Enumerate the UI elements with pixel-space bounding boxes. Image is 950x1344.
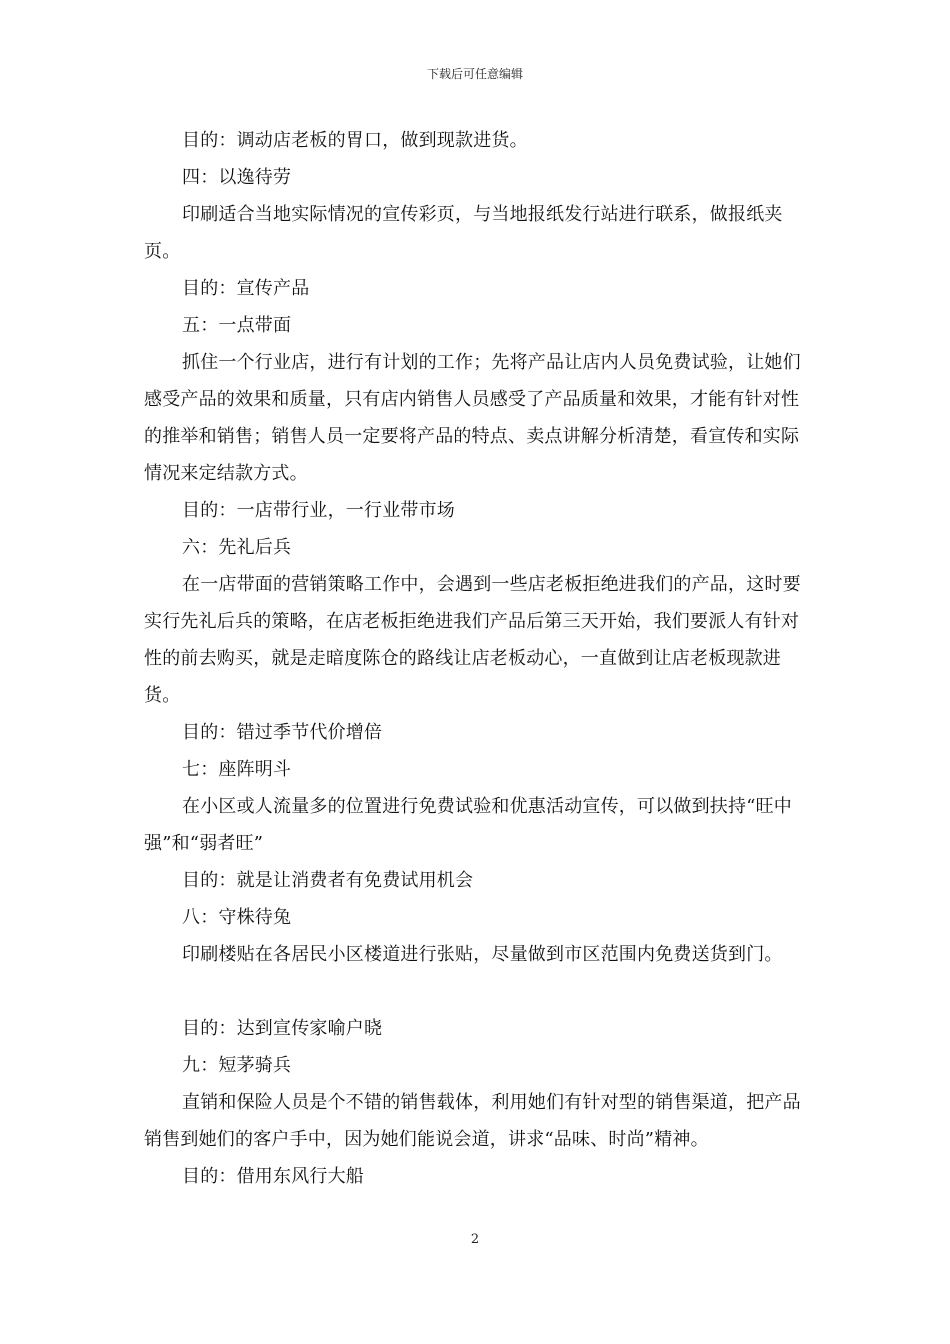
section-heading-7: 七：座阵明斗 (182, 759, 292, 780)
section-heading-5: 五：一点带面 (182, 315, 292, 336)
document-body (144, 122, 808, 1195)
section-heading-6: 六：先礼后兵 (182, 537, 292, 558)
paragraph-purpose-7: 目的：就是让消费者有免费试用机会 (182, 870, 474, 891)
section-heading-4: 四：以逸待劳 (182, 167, 292, 188)
paragraph-body-8: 印刷楼贴在各居民小区楼道进行张贴，尽量做到市区范围内免费送货到门。 (182, 944, 783, 965)
paragraph-body-7: 在小区或人流量多的位置进行免费试验和优惠活动宣传，可以做到扶持“旺中强”和“弱者旺” (144, 796, 792, 854)
paragraph-body-9: 直销和保险人员是个不错的销售载体，利用她们有针对型的销售渠道，把产品销售到她们的客户手中，因为她们能说会道，讲求“品味、时尚”精神。 (144, 1092, 801, 1150)
paragraph-purpose-9: 目的：借用东风行大船 (182, 1166, 364, 1187)
paragraph-body-4: 印刷适合当地实际情况的宣传彩页，与当地报纸发行站进行联系，做报纸夹页。 (144, 204, 783, 262)
page-number: 2 (470, 1232, 480, 1247)
paragraph-purpose-3: 目的：调动店老板的胃口，做到现款进货。 (182, 130, 528, 151)
paragraph-spacer (144, 973, 808, 1010)
section-heading-8: 八：守株待兔 (182, 907, 292, 928)
paragraph-purpose-4: 目的：宣传产品 (182, 278, 310, 299)
paragraph-body-6: 在一店带面的营销策略工作中，会遇到一些店老板拒绝进我们的产品，这时要实行先礼后兵的策略，在店老板拒绝进我们产品后第三天开始，我们要派人有针对性的前去购买，就是走暗度陈仓的路线让店老板动心，一直做到让店老板现款进货。 (144, 574, 801, 706)
section-heading-9: 九：短茅骑兵 (182, 1055, 292, 1076)
paragraph-purpose-6: 目的：错过季节代价增倍 (182, 722, 383, 743)
page-header: 下载后可任意编辑 (426, 67, 523, 81)
paragraph-purpose-5: 目的：一店带行业，一行业带市场 (182, 500, 455, 521)
paragraph-body-5: 抓住一个行业店，进行有计划的工作；先将产品让店内人员免费试验，让她们感受产品的效果和质量，只有店内销售人员感受了产品质量和效果，才能有针对性的推举和销售；销售人员一定要将产品的特点、卖点讲解分析清楚，看宣传和实际情况来定结款方式。 (144, 352, 801, 484)
paragraph-purpose-8: 目的：达到宣传家喻户晓 (182, 1018, 383, 1039)
